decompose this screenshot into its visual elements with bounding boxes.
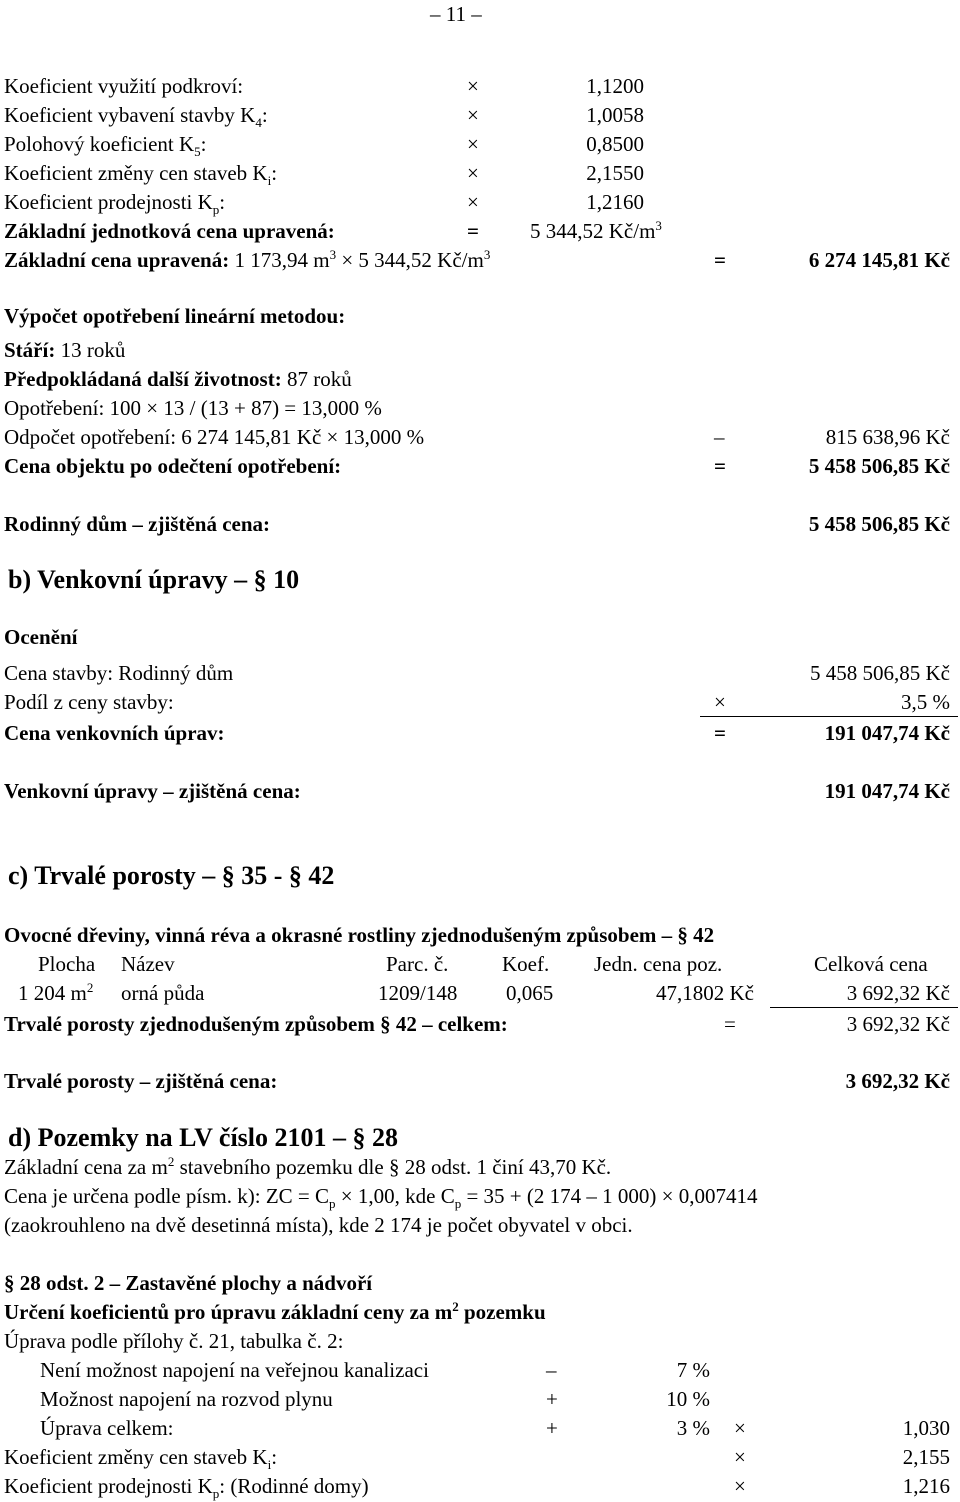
multiply-sign: × bbox=[467, 161, 479, 185]
col-header-coef: Koef. bbox=[502, 952, 550, 976]
multiply-sign: × bbox=[467, 74, 479, 98]
subsection-heading: Určení koeficientů pro úpravu základní ceny za $m^2$ pozemku bbox=[4, 1299, 546, 1324]
multiply-sign: × bbox=[734, 1445, 746, 1469]
text-line: Úprava podle přílohy č. 21, tabulka č. 2: bbox=[4, 1329, 344, 1353]
plus-sign: + bbox=[546, 1416, 558, 1440]
row-value: 1,2160 bbox=[586, 190, 644, 214]
found-value: 191 047,74 Kč bbox=[824, 779, 950, 803]
ext-label: Cena venkovních úprav: bbox=[4, 721, 225, 745]
found-label: Rodinný dům – zjištěná cena: bbox=[4, 512, 271, 536]
col-header-parcel: Parc. č. bbox=[386, 952, 449, 976]
deduct-value: 815 638,96 Kč bbox=[825, 425, 950, 449]
subsection-heading: § 28 odst. 2 – Zastavěné plochy a nádvoří bbox=[4, 1271, 373, 1295]
section-heading: Výpočet opotřebení lineární metodou: bbox=[4, 304, 346, 328]
section-subheading: Ocenění bbox=[4, 625, 78, 649]
multiply-sign: × bbox=[734, 1474, 746, 1498]
cell-parcel: 1209/148 bbox=[378, 981, 458, 1005]
sum-rule bbox=[770, 1007, 958, 1008]
section-heading: b) Venkovní úpravy – § 10 bbox=[8, 565, 300, 594]
found-label: Trvalé porosty – zjištěná cena: bbox=[4, 1069, 278, 1093]
col-header-name: Název bbox=[121, 952, 175, 976]
text-line: Cena je určena podle písm. k): ZC = $C_p \times 1,00$, kde $C_p = 35 + (2$ 174 – 1 000) × 0,007414 bbox=[4, 1184, 758, 1212]
coef-value: 1,216 bbox=[902, 1474, 950, 1498]
cell-unit: 47,1802 Kč bbox=[656, 981, 754, 1005]
age-line: Stáří: 13 roků bbox=[4, 338, 126, 362]
cell-total: 3 692,32 Kč bbox=[846, 981, 950, 1005]
section-heading: c) Trvalé porosty – § 35 - § 42 bbox=[8, 861, 335, 890]
life-line: Předpokládaná další životnost: 87 roků bbox=[4, 367, 352, 391]
row-value: 6 274 145,81 Kč bbox=[808, 248, 950, 272]
equals-sign: = bbox=[714, 248, 726, 272]
sum-label: Trvalé porosty zjednodušeným způsobem § 42 – celkem: bbox=[4, 1012, 508, 1036]
multiply-sign: × bbox=[467, 190, 479, 214]
equals-sign: = bbox=[714, 454, 726, 478]
cell-name: orná půda bbox=[121, 981, 205, 1005]
adjustment-label: Úprava celkem: bbox=[40, 1416, 174, 1440]
section-heading: d) Pozemky na LV číslo 2101 – § 28 bbox=[8, 1123, 399, 1152]
share-label: Podíl z ceny stavby: bbox=[4, 690, 174, 714]
adjustment-label: Možnost napojení na rozvod plynu bbox=[40, 1387, 333, 1411]
section-subheading: Ovocné dřeviny, vinná réva a okrasné rostliny zjednodušeným způsobem – § 42 bbox=[4, 923, 715, 947]
row-label: Koeficient využití podkroví: bbox=[4, 74, 244, 98]
text-line: (zaokrouhleno na dvě desetinná místa), kde 2 174 je počet obyvatel v obci. bbox=[4, 1213, 633, 1237]
coef-label: Koeficient prodejnosti $K_p$: (Rodinné domy) bbox=[4, 1474, 369, 1502]
row-value: 5 344,52 $Kč/m^3$ bbox=[530, 218, 662, 243]
wear-line: Opotřebení: 100 × 13 / (13 + 87) = 13,000 % bbox=[4, 396, 382, 420]
price-label: Cena stavby: Rodinný dům bbox=[4, 661, 234, 685]
col-header-unit: Jedn. cena poz. bbox=[594, 952, 723, 976]
after-label: Cena objektu po odečtení opotřebení: bbox=[4, 454, 342, 478]
plus-sign: + bbox=[546, 1387, 558, 1411]
equals-sign: = bbox=[467, 219, 479, 243]
row-value: 0,8500 bbox=[586, 132, 644, 156]
deduct-line: Odpočet opotřebení: 6 274 145,81 Kč × 13,000 % bbox=[4, 425, 425, 449]
row-value: 2,1550 bbox=[586, 161, 644, 185]
price-value: 5 458 506,85 Kč bbox=[810, 661, 950, 685]
multiply-sign: × bbox=[467, 132, 479, 156]
base-price-line: Základní cena upravená: 1 173,94 $m^3 \times 5$ 344,52 $Kč/m^3$ bbox=[4, 247, 491, 272]
row-value: 1,0058 bbox=[586, 103, 644, 127]
row-label: Koeficient změny cen staveb $K_i$: bbox=[4, 161, 278, 189]
ext-value: 191 047,74 Kč bbox=[824, 721, 950, 745]
coef-label: Koeficient změny cen staveb $K_i$: bbox=[4, 1445, 278, 1473]
row-label: Koeficient prodejnosti $K_p$: bbox=[4, 190, 226, 218]
col-header-total: Celková cena bbox=[814, 952, 928, 976]
row-label: Základní jednotková cena upravená: bbox=[4, 219, 335, 243]
minus-sign: – bbox=[546, 1358, 557, 1382]
col-header-area: Plocha bbox=[38, 952, 96, 976]
equals-sign: = bbox=[724, 1012, 736, 1036]
row-value: 1,1200 bbox=[586, 74, 644, 98]
adjustment-value: 10 % bbox=[666, 1387, 710, 1411]
found-label: Venkovní úpravy – zjištěná cena: bbox=[4, 779, 301, 803]
adjustment-label: Není možnost napojení na veřejnou kanalizaci bbox=[40, 1358, 429, 1382]
sum-rule bbox=[700, 716, 958, 717]
row-label: Koeficient vybavení stavby $K_4$: bbox=[4, 103, 268, 131]
multiply-sign: × bbox=[714, 690, 726, 714]
sum-value: 3 692,32 Kč bbox=[846, 1012, 950, 1036]
row-label: Polohový koeficient $K_5$: bbox=[4, 132, 207, 160]
multiply-sign: × bbox=[734, 1416, 746, 1440]
share-value: 3,5 % bbox=[901, 690, 950, 714]
text-line: Základní cena za $m^2$ stavebního pozemku dle § 28 odst. 1 činí 43,70 Kč. bbox=[4, 1154, 612, 1179]
cell-area: 1 204 $m^2$ bbox=[18, 980, 94, 1005]
after-value: 5 458 506,85 Kč bbox=[808, 454, 950, 478]
page-number: – 11 – bbox=[430, 2, 482, 26]
minus-sign: – bbox=[714, 425, 725, 449]
coef-value: 1,030 bbox=[902, 1416, 950, 1440]
found-value: 3 692,32 Kč bbox=[845, 1069, 950, 1093]
equals-sign: = bbox=[714, 721, 726, 745]
coef-value: 2,155 bbox=[902, 1445, 950, 1469]
cell-coef: 0,065 bbox=[506, 981, 554, 1005]
found-value: 5 458 506,85 Kč bbox=[808, 512, 950, 536]
multiply-sign: × bbox=[467, 103, 479, 127]
adjustment-value: 3 % bbox=[676, 1416, 710, 1440]
adjustment-value: 7 % bbox=[676, 1358, 710, 1382]
